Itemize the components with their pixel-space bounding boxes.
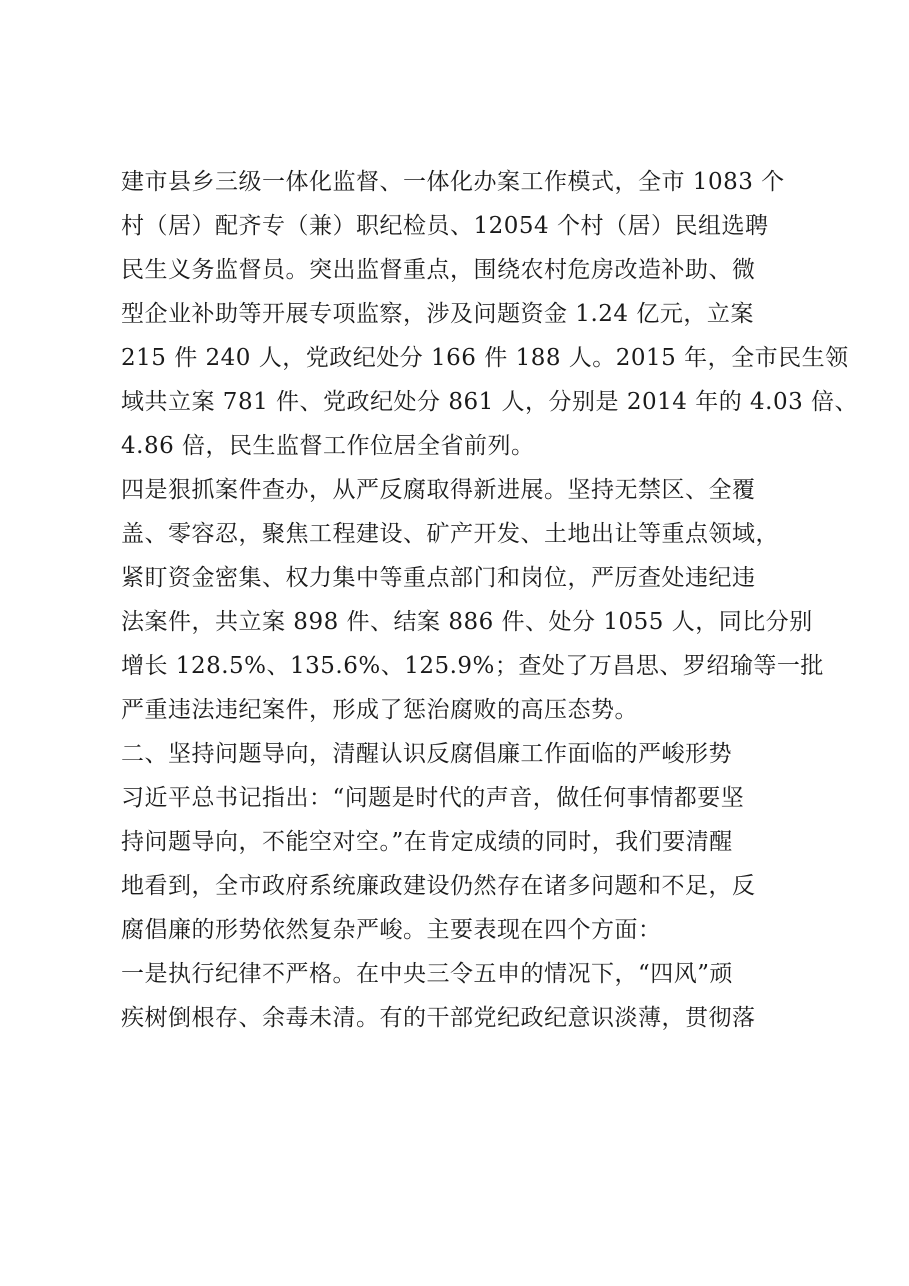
text-line: 建市县乡三级一体化监督、一体化办案工作模式，全市 1083 个 [121,169,785,195]
text-line: 持问题导向，不能空对空。”在肯定成绩的同时，我们要清醒 [121,829,733,855]
text-line: 习近平总书记指出：“问题是时代的声音，做任何事情都要坚 [121,785,745,811]
text-line: 严重违法违纪案件，形成了惩治腐败的高压态势。 [121,697,638,723]
text-line: 四是狠抓案件查办，从严反腐取得新进展。坚持无禁区、全覆 [121,477,756,503]
text-line: 法案件，共立案 898 件、结案 886 件、处分 1055 人，同比分别 [121,609,813,635]
text-line: 域共立案 781 件、党政纪处分 861 人，分别是 2014 年的 4.03 倍、 [121,389,859,415]
text-line: 4.86 倍，民生监督工作位居全省前列。 [121,433,535,459]
text-line: 民生义务监督员。突出监督重点，围绕农村危房改造补助、微 [121,257,756,283]
text-line: 腐倡廉的形势依然复杂严峻。主要表现在四个方面： [121,917,662,943]
document-body [121,160,859,1040]
text-line: 盖、零容忍，聚焦工程建设、矿产开发、土地出让等重点领域， [121,521,779,547]
text-line: 村（居）配齐专（兼）职纪检员、12054 个村（居）民组选聘 [121,213,769,239]
text-line: 一是执行纪律不严格。在中央三令五申的情况下，“四风”顽 [121,961,734,987]
text-line: 增长 128.5%、135.6%、125.9%；查处了万昌思、罗绍瑜等一批 [121,653,824,679]
section-heading: 二、坚持问题导向，清醒认识反腐倡廉工作面临的严峻形势 [121,741,732,767]
text-line: 紧盯资金密集、权力集中等重点部门和岗位，严厉查处违纪违 [121,565,756,591]
text-line: 地看到，全市政府系统廉政建设仍然存在诸多问题和不足，反 [121,873,756,899]
text-line: 型企业补助等开展专项监察，涉及问题资金 1.24 亿元，立案 [121,301,754,327]
text-line: 215 件 240 人，党政纪处分 166 件 188 人。2015 年，全市民生领 [121,345,849,371]
text-line: 疾树倒根存、余毒未清。有的干部党纪政纪意识淡薄，贯彻落 [121,1005,756,1031]
